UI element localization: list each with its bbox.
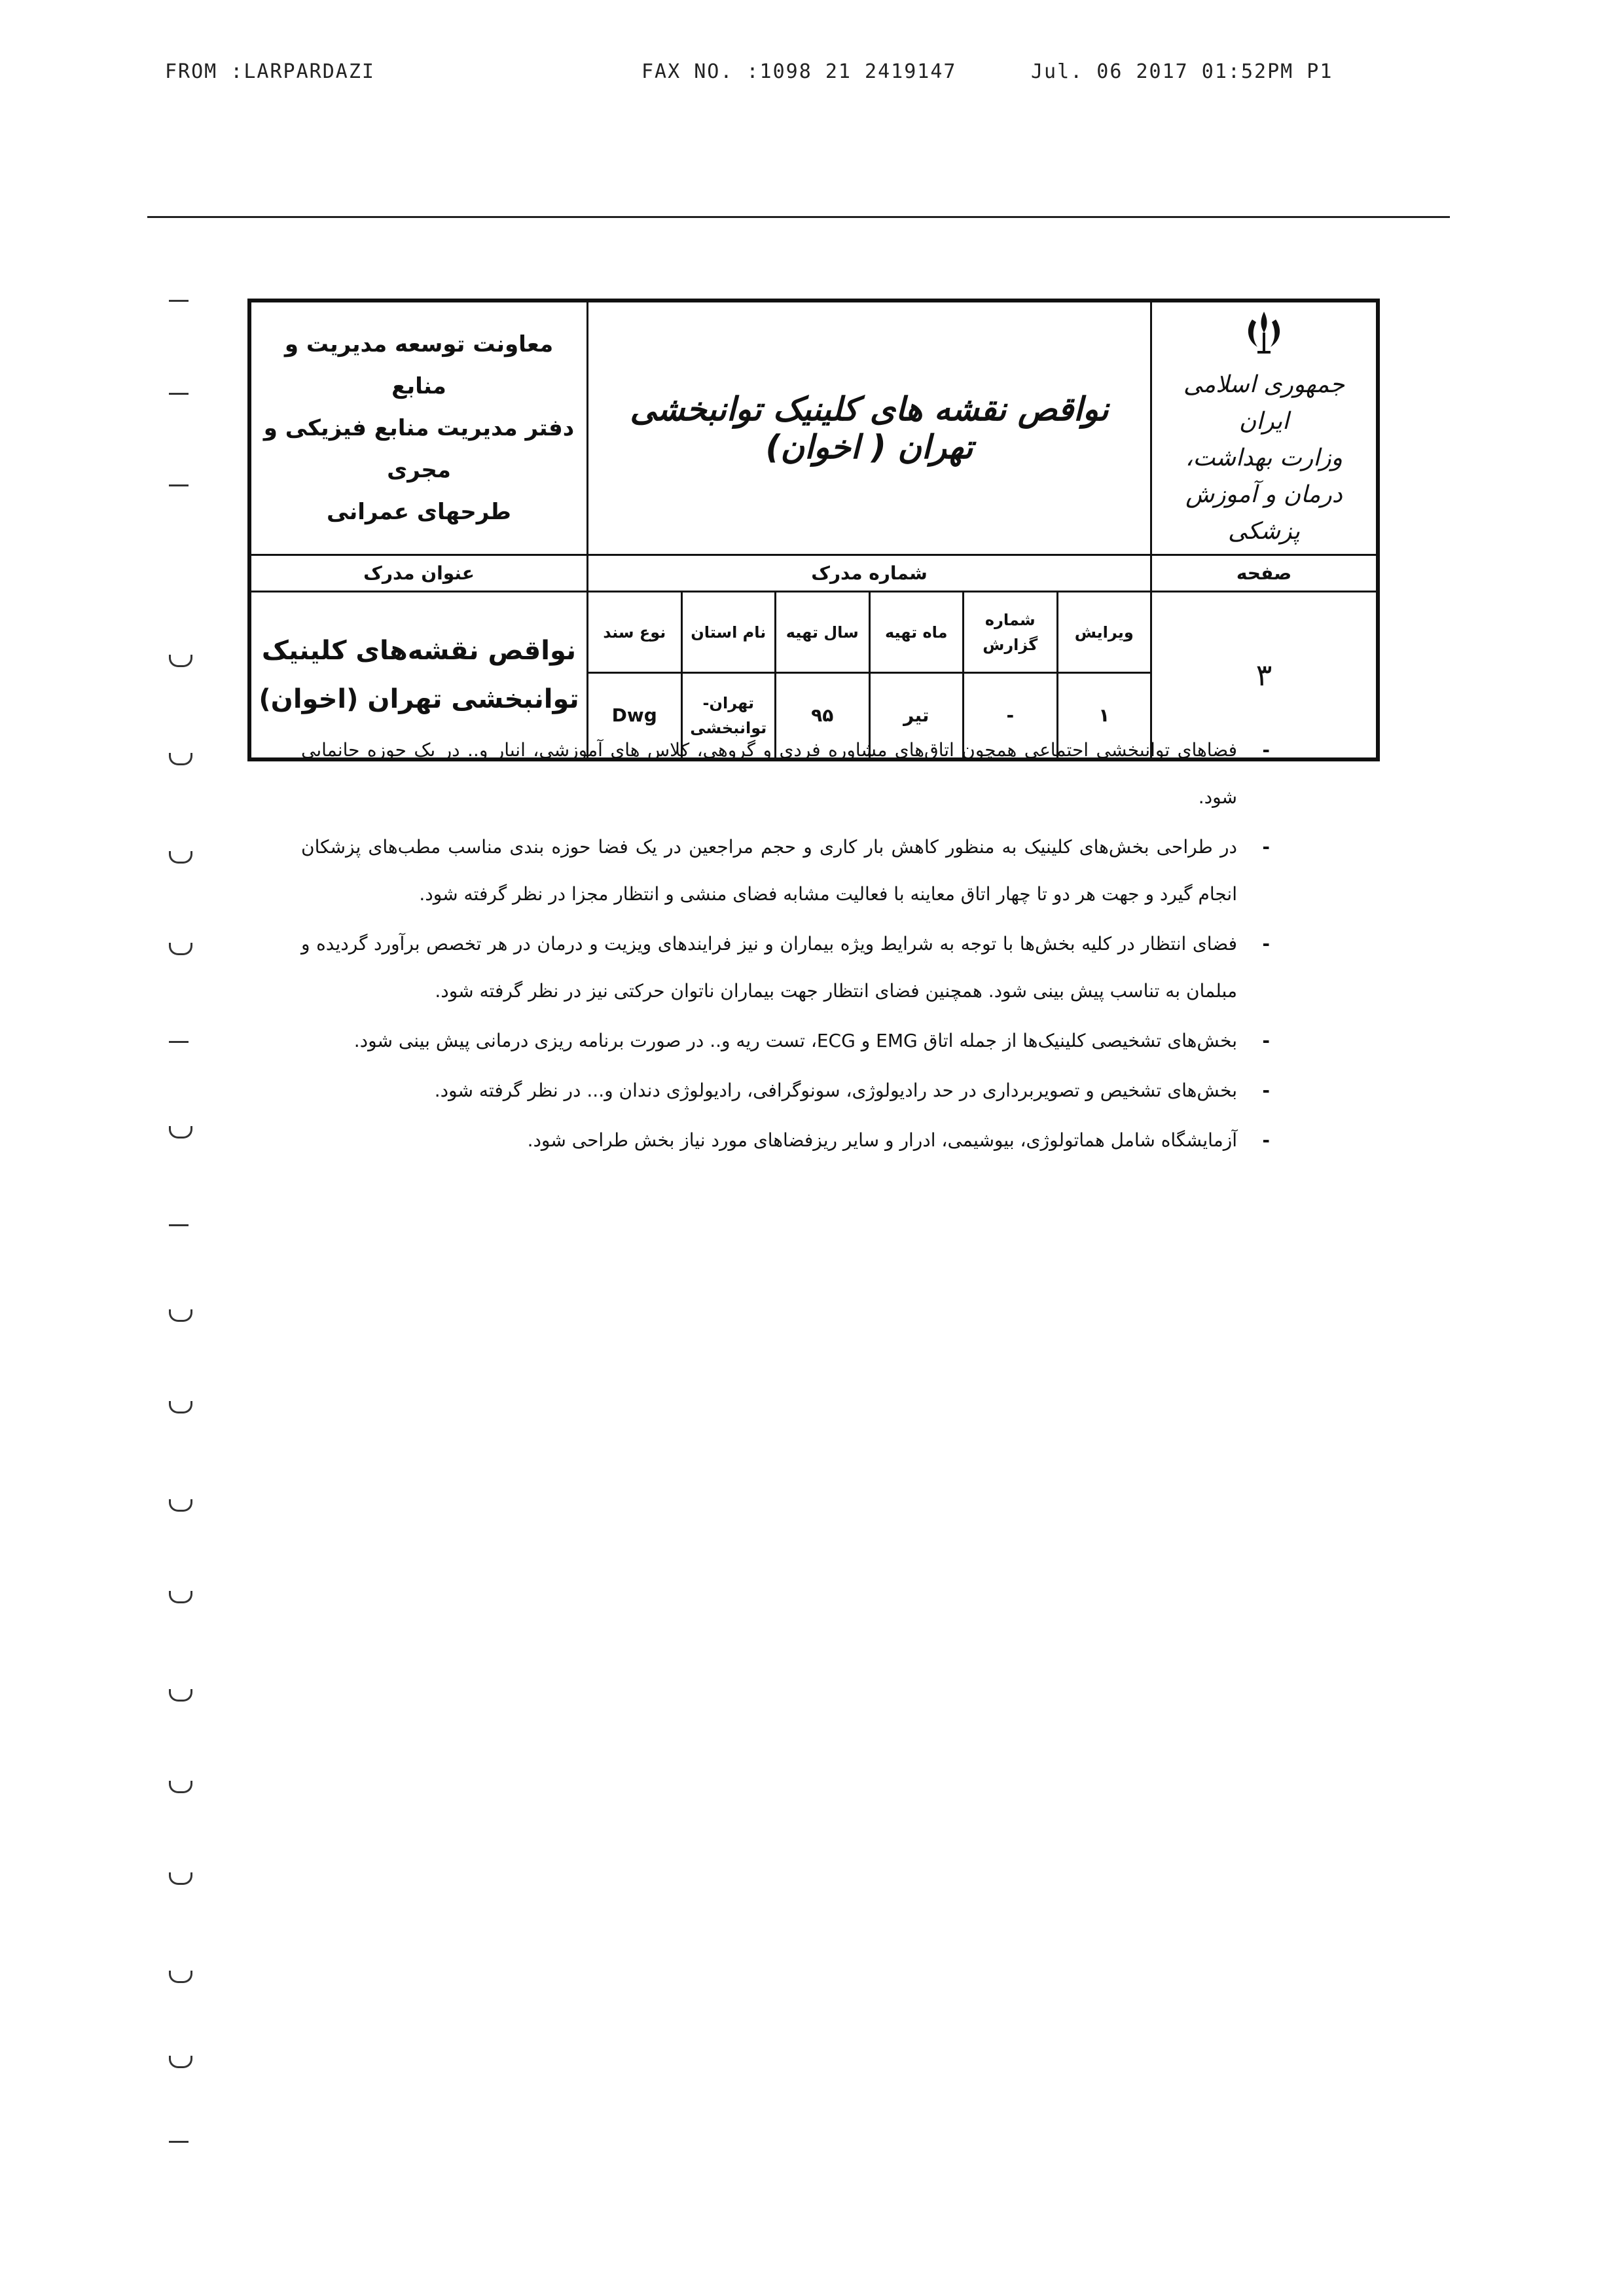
list-item [301, 920, 1270, 1015]
page-number: ۳ [1151, 592, 1379, 759]
ministry-name-line1: جمهوری اسلامی ایران [1183, 371, 1345, 435]
document-header-table [247, 299, 1380, 761]
list-item-text: آزمایشگاه شامل هماتولوژی، بیوشیمی، ادرار و سایر ریزفضاهای مورد نیاز بخش طراحی شود. [527, 1129, 1237, 1151]
list-item-text: بخش‌های تشخیص و تصویربرداری در حد رادیولوژی، سونوگرافی، رادیولوژی دندان و... در نظر گرفته شود. [434, 1080, 1237, 1101]
scan-edge-mark [169, 300, 189, 302]
scan-edge-mark [169, 484, 189, 486]
list-item-text: فضاهای توانبخشی اجتماعی همچون اتاق‌های مشاوره فردی و گروهی، کلاس های آموزشی، انبار و.. در یک حوزه جانمایی شود. [301, 739, 1237, 808]
list-item [301, 1067, 1270, 1114]
val-edition: ۱ [1057, 673, 1151, 759]
bullet-marker: - [1262, 1080, 1270, 1101]
org-line3: طرحهای عمرانی [327, 499, 511, 525]
ministry-logo-cell [1151, 301, 1379, 555]
scan-edge-mark [169, 1781, 192, 1793]
val-year: ۹۵ [776, 673, 870, 759]
org-line2: دفتر مدیریت منابع فیزیکی و مجری [263, 415, 575, 483]
scan-edge-mark [169, 1126, 192, 1139]
doc-number-label: شماره مدرک [588, 555, 1151, 592]
list-item [301, 1017, 1270, 1065]
col-month: ماه تهیه [869, 592, 964, 673]
bullet-marker: - [1262, 1129, 1270, 1151]
list-item [301, 1117, 1270, 1164]
scan-edge-mark [169, 1689, 192, 1702]
col-year: سال تهیه [776, 592, 870, 673]
bullet-marker: - [1262, 739, 1270, 761]
iran-emblem-icon [1238, 306, 1290, 359]
col-report-no: شماره گزارش [964, 592, 1058, 673]
col-edition: ویرایش [1057, 592, 1151, 673]
doc-title-label: عنوان مدرک [249, 555, 588, 592]
scan-edge-mark [169, 851, 192, 864]
list-item-text: در طراحی بخش‌های کلینیک به منظور کاهش بار کاری و حجم مراجعین در یک فضا حوزه بندی مناسب مطب‌های پزشکان انجام گیرد و جهت هر دو تا چهار اتاق معاینه با فعالیت مشابه فضای منشی و انتظار مجزا در نظر گرفته شود. [301, 836, 1237, 905]
list-item [301, 727, 1270, 821]
requirements-list [301, 727, 1270, 1167]
scan-edge-mark [169, 1971, 192, 1983]
scan-edge-mark [169, 393, 189, 395]
scan-edge-mark [169, 1499, 192, 1512]
val-report-no: - [964, 673, 1058, 759]
document-main-title: نواقص نقشه های کلینیک توانبخشی تهران ( اخوان) [630, 390, 1109, 466]
fax-sender: FROM :LARPARDAZI [165, 60, 375, 83]
fax-number: FAX NO. :1098 21 2419147 [641, 60, 957, 83]
list-item [301, 824, 1270, 918]
scan-edge-mark [169, 2141, 189, 2143]
scan-edge-mark [169, 943, 192, 955]
val-province: تهران- توانبخشی [681, 673, 776, 759]
col-province: نام استان [681, 592, 776, 673]
col-doc-type: نوع سند [588, 592, 682, 673]
val-doc-type: Dwg [588, 673, 682, 759]
val-month: تیر [869, 673, 964, 759]
bullet-marker: - [1262, 1030, 1270, 1051]
scan-edge-mark [169, 1591, 192, 1603]
scan-edge-mark [169, 1872, 192, 1885]
scan-edge-mark [169, 1041, 189, 1043]
scan-edge-mark [169, 1309, 192, 1322]
bullet-marker: - [1262, 933, 1270, 955]
organization-cell [249, 301, 588, 555]
top-rule [147, 216, 1450, 218]
ministry-name-line2: وزارت بهداشت، درمان و آموزش پزشکی [1185, 445, 1343, 545]
doc-title: نواقص نقشه‌های کلینیک توانبخشی تهران (اخوان) [249, 592, 588, 759]
scan-edge-mark [169, 1224, 189, 1226]
fax-date: Jul. 06 2017 01:52PM P1 [1031, 60, 1333, 83]
bullet-marker: - [1262, 836, 1270, 858]
scan-edge-mark [169, 655, 192, 667]
page-label: صفحه [1151, 555, 1379, 592]
list-item-text: فضای انتظار در کلیه بخش‌ها با توجه به شرایط ویژه بیماران و نیز فرایندهای ویزیت و درمان در هر تخصص برآورد گردیده و مبلمان به تناسب پیش بینی شود. همچنین فضای انتظار جهت بیماران ناتوان حرکتی نیز در نظر گرفته شود. [301, 933, 1237, 1002]
scan-edge-mark [169, 753, 192, 765]
document-title-cell [588, 301, 1151, 555]
scan-edge-mark [169, 2056, 192, 2068]
list-item-text: بخش‌های تشخیصی کلینیک‌ها از جمله اتاق EMG و ECG، تست ریه و.. در صورت برنامه ریزی درمانی پیش بینی شود. [353, 1030, 1237, 1051]
org-line1: معاونت توسعه مدیریت و منابع [284, 331, 554, 399]
scan-edge-mark [169, 1401, 192, 1413]
